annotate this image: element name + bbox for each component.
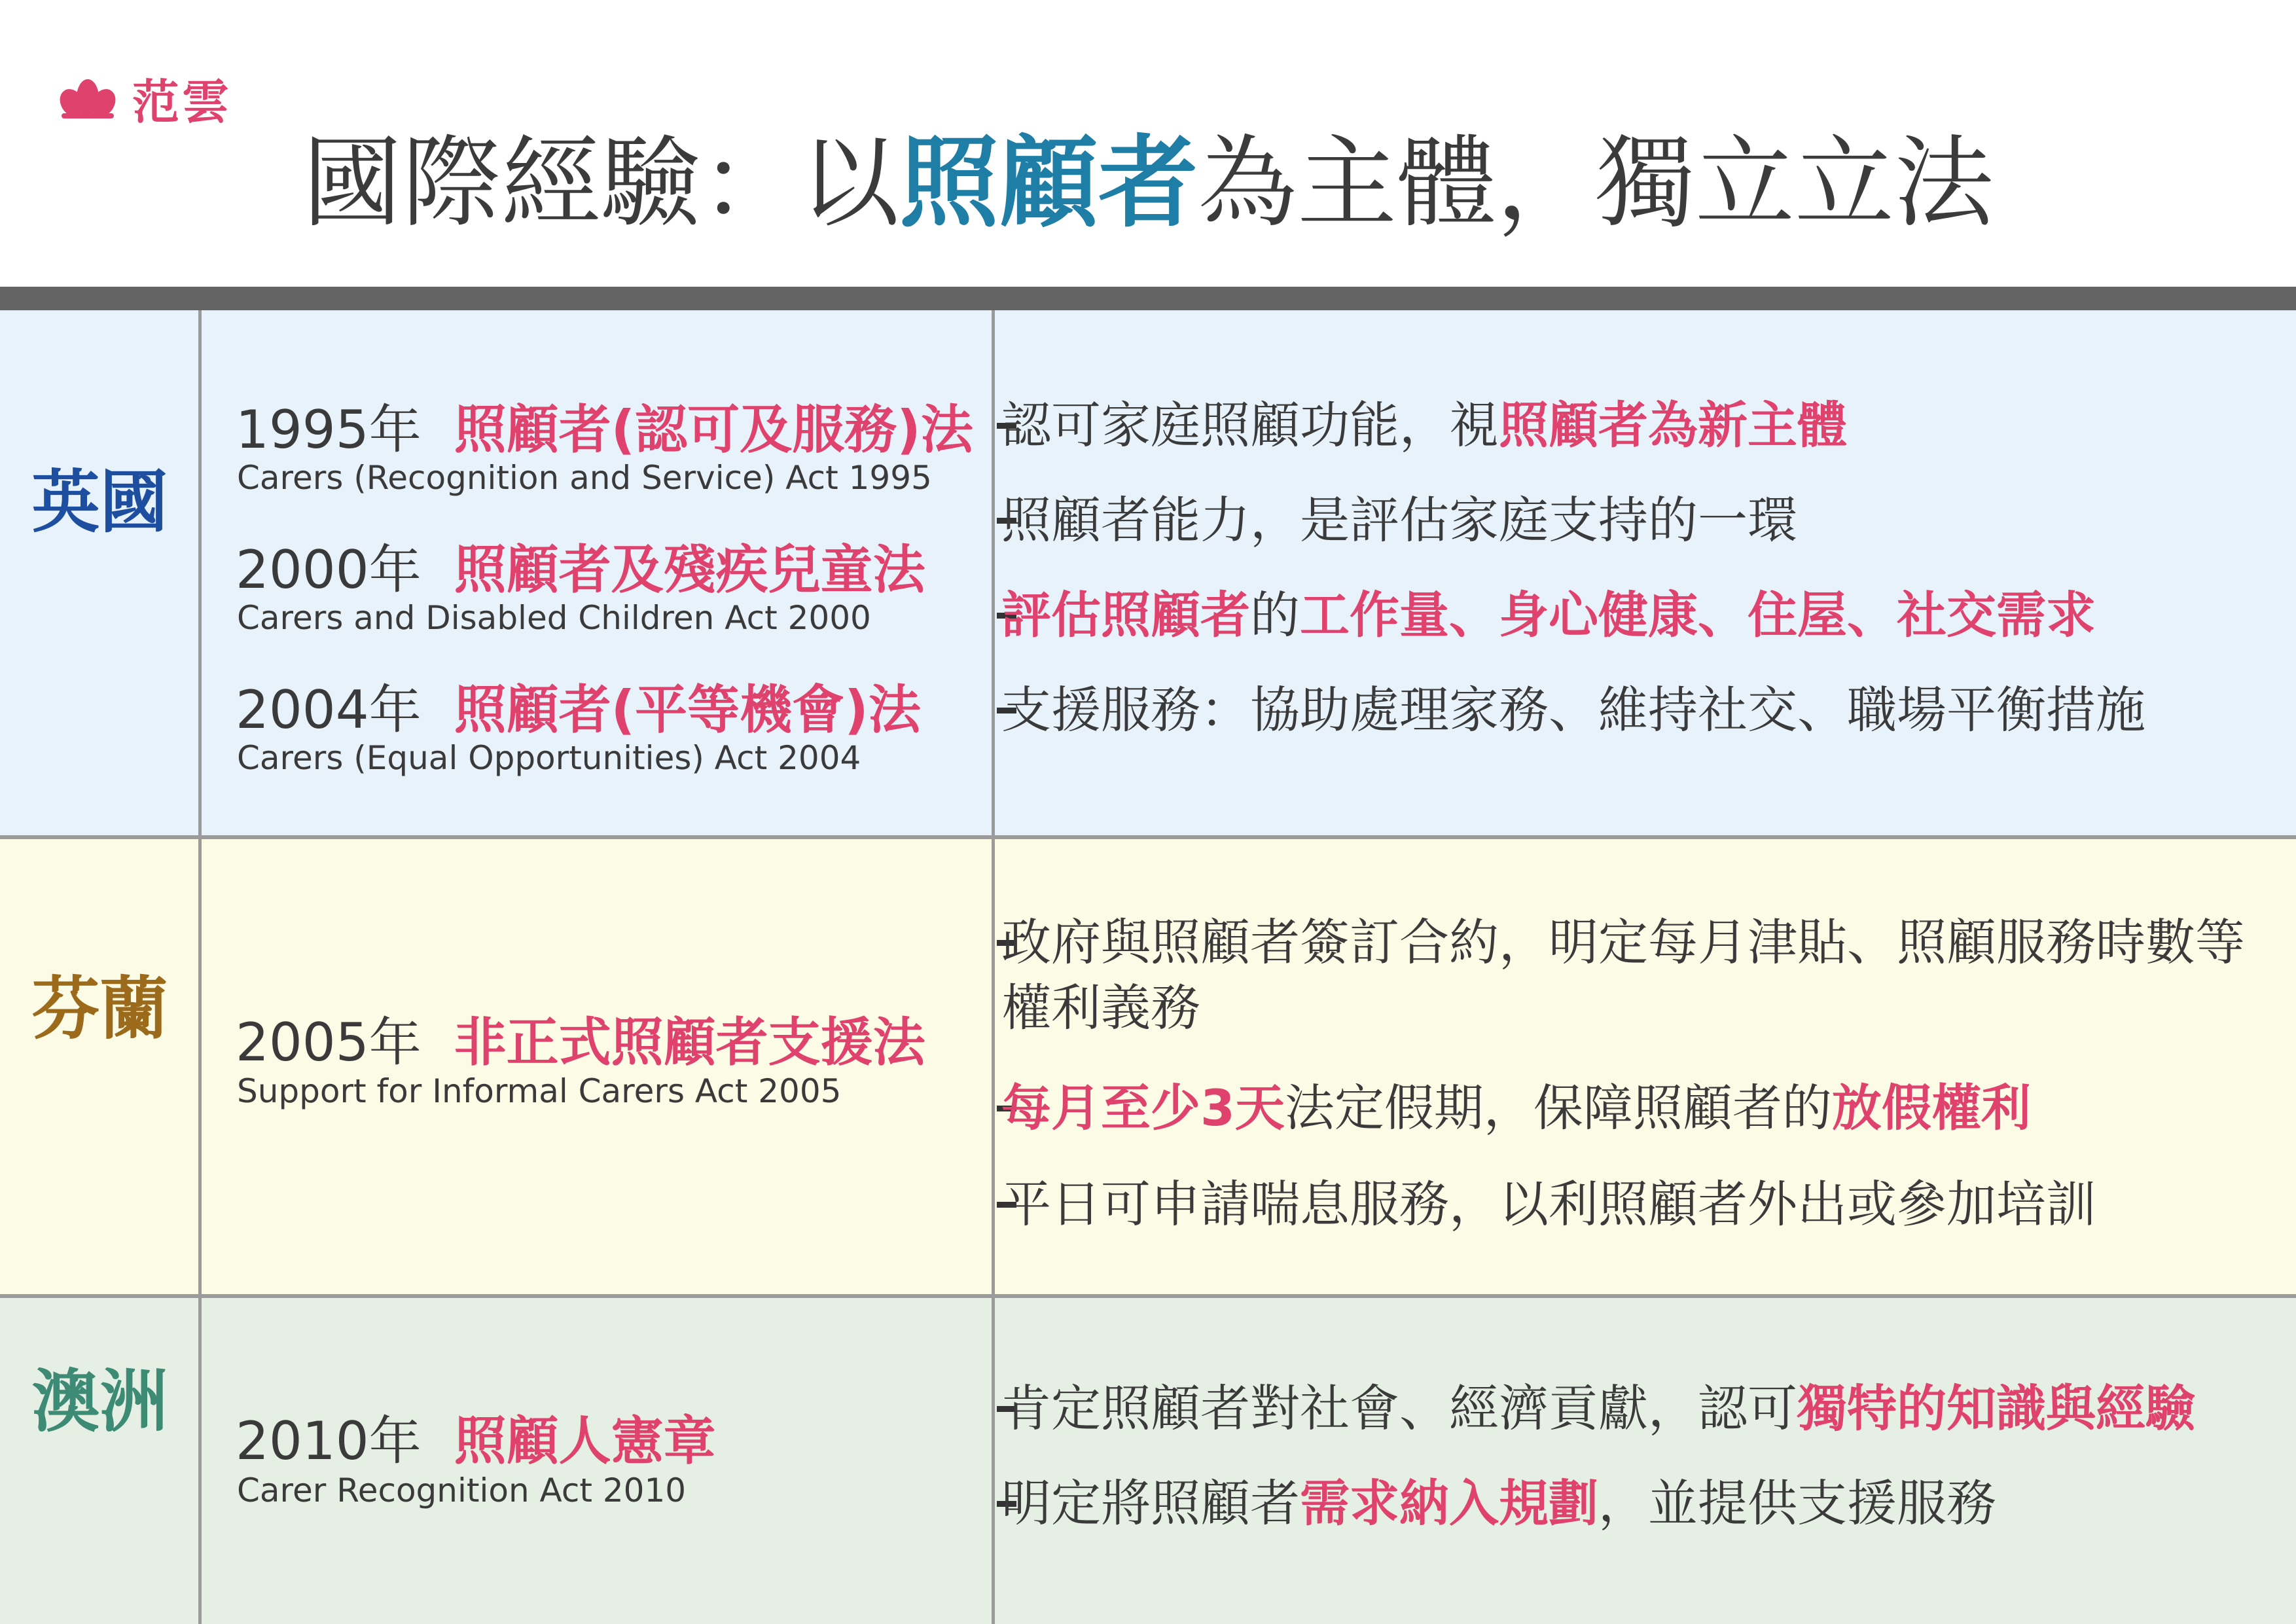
law-year: 2000年 照顧者及殘疾兒童法 bbox=[236, 539, 925, 600]
law-name: 照顧者(認可及服務)法 bbox=[454, 399, 973, 460]
title-pre: 國際經驗：以 bbox=[302, 125, 899, 241]
title-highlight: 照顧者 bbox=[899, 125, 1198, 241]
law-year: 1995年 照顧者(認可及服務)法 bbox=[236, 399, 973, 460]
law-year: 2005年 非正式照顧者支援法 bbox=[236, 1012, 925, 1073]
law-name: 照顧者(平等機會)法 bbox=[454, 679, 921, 740]
country-australia: 澳洲 bbox=[31, 1362, 168, 1441]
law-name: 非正式照顧者支援法 bbox=[454, 1012, 925, 1073]
logo-text: 范雲 bbox=[132, 75, 232, 130]
law-year: 2010年 照顧人憲章 bbox=[236, 1411, 716, 1471]
law-english-name: Carers (Equal Opportunities) Act 2004 bbox=[237, 739, 861, 777]
row-divider bbox=[0, 835, 2296, 839]
law-name: 照顧人憲章 bbox=[454, 1411, 716, 1471]
law-year: 2004年 照顧者(平等機會)法 bbox=[236, 679, 921, 740]
point-item: 明定將照顧者需求納入規劃，並提供支援服務 bbox=[1001, 1474, 1996, 1532]
point-item: 肯定照顧者對社會、經濟貢獻，認可獨特的知識與經驗 bbox=[1001, 1379, 2195, 1437]
column-divider bbox=[992, 310, 995, 1624]
law-english-name: Support for Informal Carers Act 2005 bbox=[237, 1072, 842, 1110]
point-item: 認可家庭照顧功能，視照顧者為新主體 bbox=[1001, 396, 1847, 454]
title-post: 為主體，獨立立法 bbox=[1198, 125, 1994, 241]
header-divider bbox=[0, 287, 2296, 310]
point-item: 政府與照顧者簽訂合約，明定每月津貼、照顧服務時數等權利義務 bbox=[1001, 913, 2245, 1037]
law-english-name: Carers (Recognition and Service) Act 1995 bbox=[237, 459, 932, 497]
country-uk: 英國 bbox=[31, 462, 168, 542]
point-item: 評估照顧者的工作量、身心健康、住屋、社交需求 bbox=[1001, 586, 2096, 644]
law-english-name: Carer Recognition Act 2010 bbox=[237, 1471, 687, 1509]
point-item: 每月至少3天法定假期，保障照顧者的放假權利 bbox=[1001, 1079, 2031, 1137]
country-finland: 芬蘭 bbox=[31, 969, 168, 1049]
page-title bbox=[0, 111, 2296, 255]
law-english-name: Carers and Disabled Children Act 2000 bbox=[237, 599, 871, 637]
law-name: 照顧者及殘疾兒童法 bbox=[454, 539, 925, 600]
point-item: 照顧者能力，是評估家庭支持的一環 bbox=[1001, 491, 1797, 549]
row-divider bbox=[0, 1294, 2296, 1298]
point-item: 支援服務：協助處理家務、維持社交、職場平衡措施 bbox=[1001, 681, 2145, 739]
point-item: 平日可申請喘息服務，以利照顧者外出或參加培訓 bbox=[1001, 1175, 2096, 1233]
